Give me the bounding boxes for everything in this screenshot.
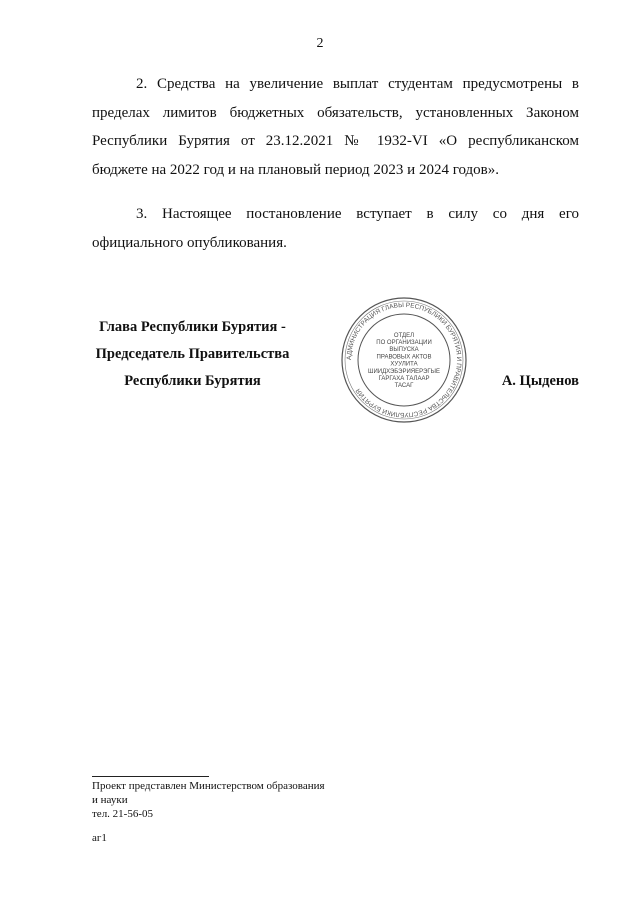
footnote-line-1: Проект представлен Министерством образования — [92, 780, 325, 792]
seal-ring-text: АДМИНИСТРАЦИЯ ГЛАВЫ РЕСПУБЛИКИ БУРЯТИЯ И ПРАВИТЕЛЬСТВА РЕСПУБЛИКИ БУРЯТИЯ — [345, 301, 463, 419]
signatory-title-line-2: Председатель Правительства — [95, 346, 290, 362]
seal-center-line: ПО ОРГАНИЗАЦИИ — [376, 340, 432, 346]
seal-center-line: ШИИДХЭБЭРИЯЕРЭГЫЕ — [367, 368, 441, 375]
official-seal — [338, 296, 470, 424]
footnote-line-2: и науки — [92, 794, 128, 806]
document-code: аг1 — [92, 832, 107, 844]
signatory-name: А. Цыденов — [501, 373, 579, 389]
seal-center-line: ХУУЛИТА — [390, 361, 418, 368]
footnote-divider — [92, 776, 209, 777]
footnote-line-3: тел. 21-56-05 — [92, 808, 154, 820]
footnote — [92, 779, 325, 821]
signatory-title-line-1: Глава Республики Бурятия - — [99, 319, 286, 335]
signatory-title — [80, 314, 305, 395]
page-number: 2 — [316, 36, 324, 51]
seal-center-line: ГАРГАХА ТАЛААР — [378, 376, 430, 382]
seal-center-line: ПРАВОВЫХ АКТОВ — [376, 354, 432, 361]
signatory-title-line-3: Республики Бурятия — [124, 373, 261, 389]
seal-center-line: ТАСАГ — [394, 383, 414, 390]
paragraph-2: 2. Средства на увеличение выплат студентам предусмотрены в пределах лимитов бюджетных обязательств, установленных Законом Республики Бурятия от 23.12.2021 № 1932-VI «О республиканском бюджете на 2022 год и на плановый период 2023 и 2024 годов». — [92, 76, 579, 178]
seal-center-line: ВЫПУСКА — [389, 347, 419, 354]
paragraph-3: 3. Настоящее постановление вступает в силу со дня его официального опубликования. — [92, 206, 579, 251]
seal-center-line: ОТДЕЛ — [393, 332, 415, 339]
